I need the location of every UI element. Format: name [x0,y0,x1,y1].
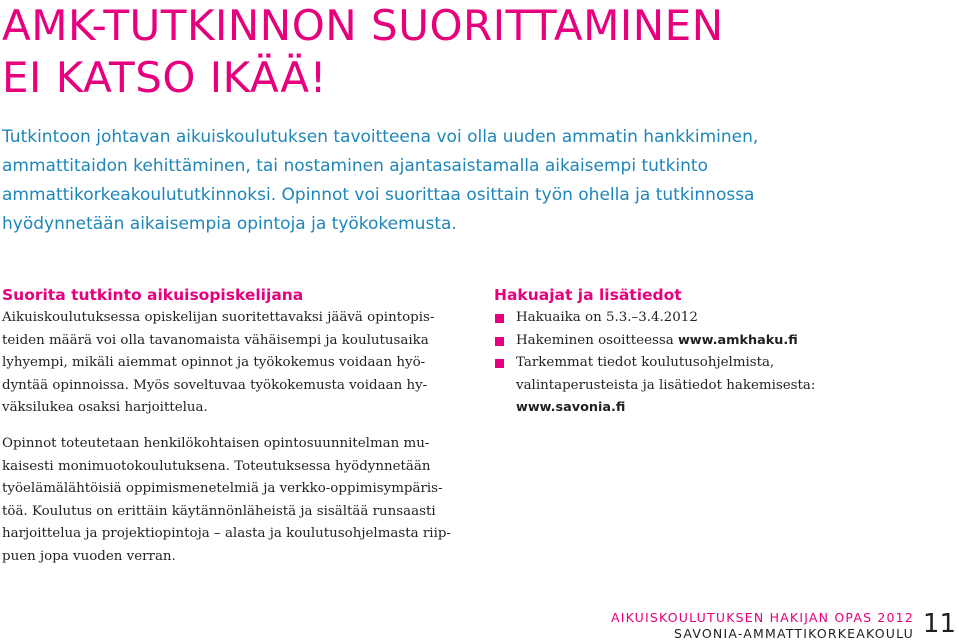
intro-paragraph [2,123,942,239]
organization-name: SAVONIA-AMMATTIKORKEAKOULU [674,626,914,641]
savonia-link[interactable]: www.savonia.fi [516,400,626,415]
intro-line: hyödynnetään aikaisempia opintoja ja työkokemusta. [2,214,457,234]
text-line: harjoittelua ja projektiopintoja – alasta ja koulutusohjelmasta riip- [2,526,451,541]
text-line: työelämälähtöisiä oppimismenetelmiä ja verkko-oppimisympäris- [2,481,443,496]
amkhaku-link[interactable]: www.amkhaku.fi [677,332,798,348]
list-item [494,307,815,330]
text-line: lyhyempi, mikäli aiemmat opinnot ja työkokemus voidaan hyö- [2,355,426,370]
bullet-square-icon [495,359,504,368]
left-paragraph-1 [2,307,434,420]
intro-line: Tutkintoon johtavan aikuiskoulutuksen tavoitteena voi olla uuden ammatin hankkiminen, [2,127,759,147]
text-line: kaisesti monimuotokoulutuksena. Toteutuksessa hyödynnetään [2,458,431,474]
intro-line: ammattikorkeakoulututkinnoksi. Opinnot voi suorittaa osittain työn ohella ja tutkinnossa [2,185,755,205]
left-paragraph-2 [2,433,451,568]
text-line: väksilukea osaksi harjoittelua. [2,400,208,415]
right-section-title: Hakuajat ja lisätiedot [494,286,682,304]
text-line: töä. Koulutus on erittäin käytännönläheistä ja sisältää runsaasti [2,503,436,519]
bullet-square-icon [495,337,504,346]
text-line: puen jopa vuoden verran. [2,548,176,564]
page-headline [2,0,724,104]
text-line: dyntää opinnoissa. Myös soveltuvaa työkokemusta voidaan hy- [2,377,428,393]
text-line: Opinnot toteutetaan henkilökohtaisen opintosuunnitelman mu- [2,436,430,451]
publication-title: AIKUISKOULUTUKSEN HAKIJAN OPAS 2012 [610,610,914,625]
more-info-line-2: valintaperusteista ja lisätiedot hakemisesta: [516,377,816,393]
application-site-line [516,330,815,353]
text-line: teiden määrä voi olla tavanomaista vähäisempi ja koulutusaika [2,332,429,348]
text-line: Aikuiskoulutuksessa opiskelijan suoritettavaksi jäävä opintopis- [2,310,435,325]
page-number: 11 [922,609,956,639]
info-list [494,307,815,420]
application-site-text: Hakeminen osoitteessa [516,332,678,348]
application-period-text: Hakuaika on 5.3.–3.4.2012 [516,310,698,325]
list-item [494,330,815,353]
headline-line-2: EI KATSO IKÄÄ! [2,53,327,102]
more-info-line-1: Tarkemmat tiedot koulutusohjelmista, [516,355,775,370]
headline-line-1: AMK-TUTKINNON SUORITTAMINEN [2,1,724,50]
bullet-square-icon [495,314,504,323]
intro-line: ammattitaidon kehittäminen, tai nostaminen ajantasaistamalla aikaisempi tutkinto [2,156,708,176]
list-item [494,352,815,420]
left-section-title: Suorita tutkinto aikuisopiskelijana [2,286,304,304]
